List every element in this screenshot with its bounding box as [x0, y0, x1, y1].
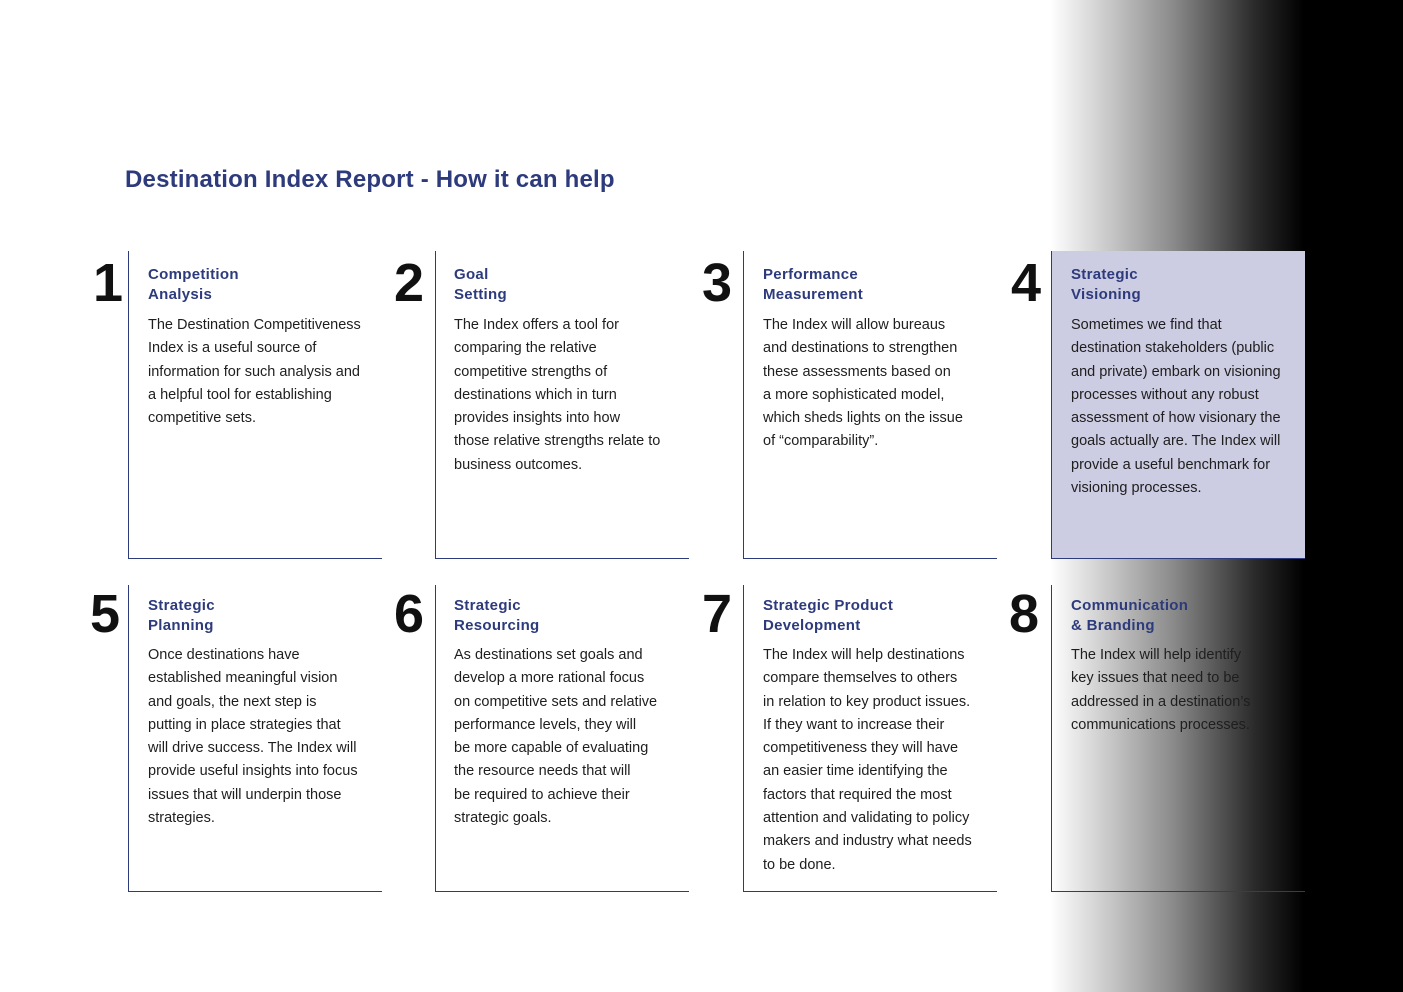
card-body: Once destinations have established meaningful vision and goals, the next step is putting in place strategies that will drive success. The Index will provide useful insights into focus issues that will underpin those strategies.	[148, 647, 358, 827]
card-strategic-product-development	[743, 585, 997, 892]
card-title: Strategic Product Development	[763, 597, 894, 634]
card-strategic-planning	[128, 585, 382, 892]
card-body: The Index offers a tool for comparing the relative competitive strengths of destinations which in turn provides insights into how those relative strengths relate to business outcomes.	[454, 317, 661, 473]
card-number: 5	[89, 584, 121, 644]
card-body: The Index will help identify key issues that need to be addressed in a destination’s communications processes.	[1071, 647, 1251, 733]
card-strategic-resourcing	[435, 585, 689, 892]
card-title: Strategic Planning	[148, 597, 215, 634]
page-title: Destination Index Report - How it can help	[125, 166, 615, 193]
card-performance-measurement	[743, 251, 997, 559]
card-title: Communication & Branding	[1071, 597, 1189, 634]
card-number: 7	[701, 584, 733, 644]
card-competition-analysis	[128, 251, 382, 559]
card-number: 1	[92, 253, 124, 313]
card-number: 6	[393, 584, 425, 644]
card-number: 4	[1010, 253, 1042, 313]
card-strategic-visioning	[1051, 251, 1305, 559]
card-number: 2	[393, 253, 425, 313]
card-title: Strategic Visioning	[1071, 266, 1141, 303]
card-title: Competition Analysis	[148, 266, 239, 303]
card-number: 8	[1008, 584, 1040, 644]
card-body: The Index will allow bureaus and destinations to strengthen these assessments based on a more sophisticated model, which sheds lights on the issue of “comparability”.	[763, 317, 963, 450]
card-body: The Index will help destinations compare themselves to others in relation to key product issues. If they want to increase their competitiveness they will have an easier time identifying the factors that required the most attention and validating to policy makers and industry what needs to be done.	[763, 647, 972, 873]
card-body: The Destination Competitiveness Index is a useful source of information for such analysis and a helpful tool for establishing competitive sets.	[148, 317, 361, 427]
card-title: Strategic Resourcing	[454, 597, 540, 634]
card-body: As destinations set goals and develop a more rational focus on competitive sets and relative performance levels, they will be more capable of evaluating the resource needs that will be required to achieve their strategic goals.	[454, 647, 658, 827]
card-number: 3	[701, 253, 733, 313]
card-goal-setting	[435, 251, 689, 559]
card-communication-branding	[1051, 585, 1305, 892]
card-title: Performance Measurement	[763, 266, 864, 303]
card-title: Goal Setting	[454, 266, 507, 303]
card-body: Sometimes we find that destination stakeholders (public and private) embark on visioning processes without any robust assessment of how visionary the goals actually are. The Index will provide a useful benchmark for visioning processes.	[1071, 317, 1281, 497]
